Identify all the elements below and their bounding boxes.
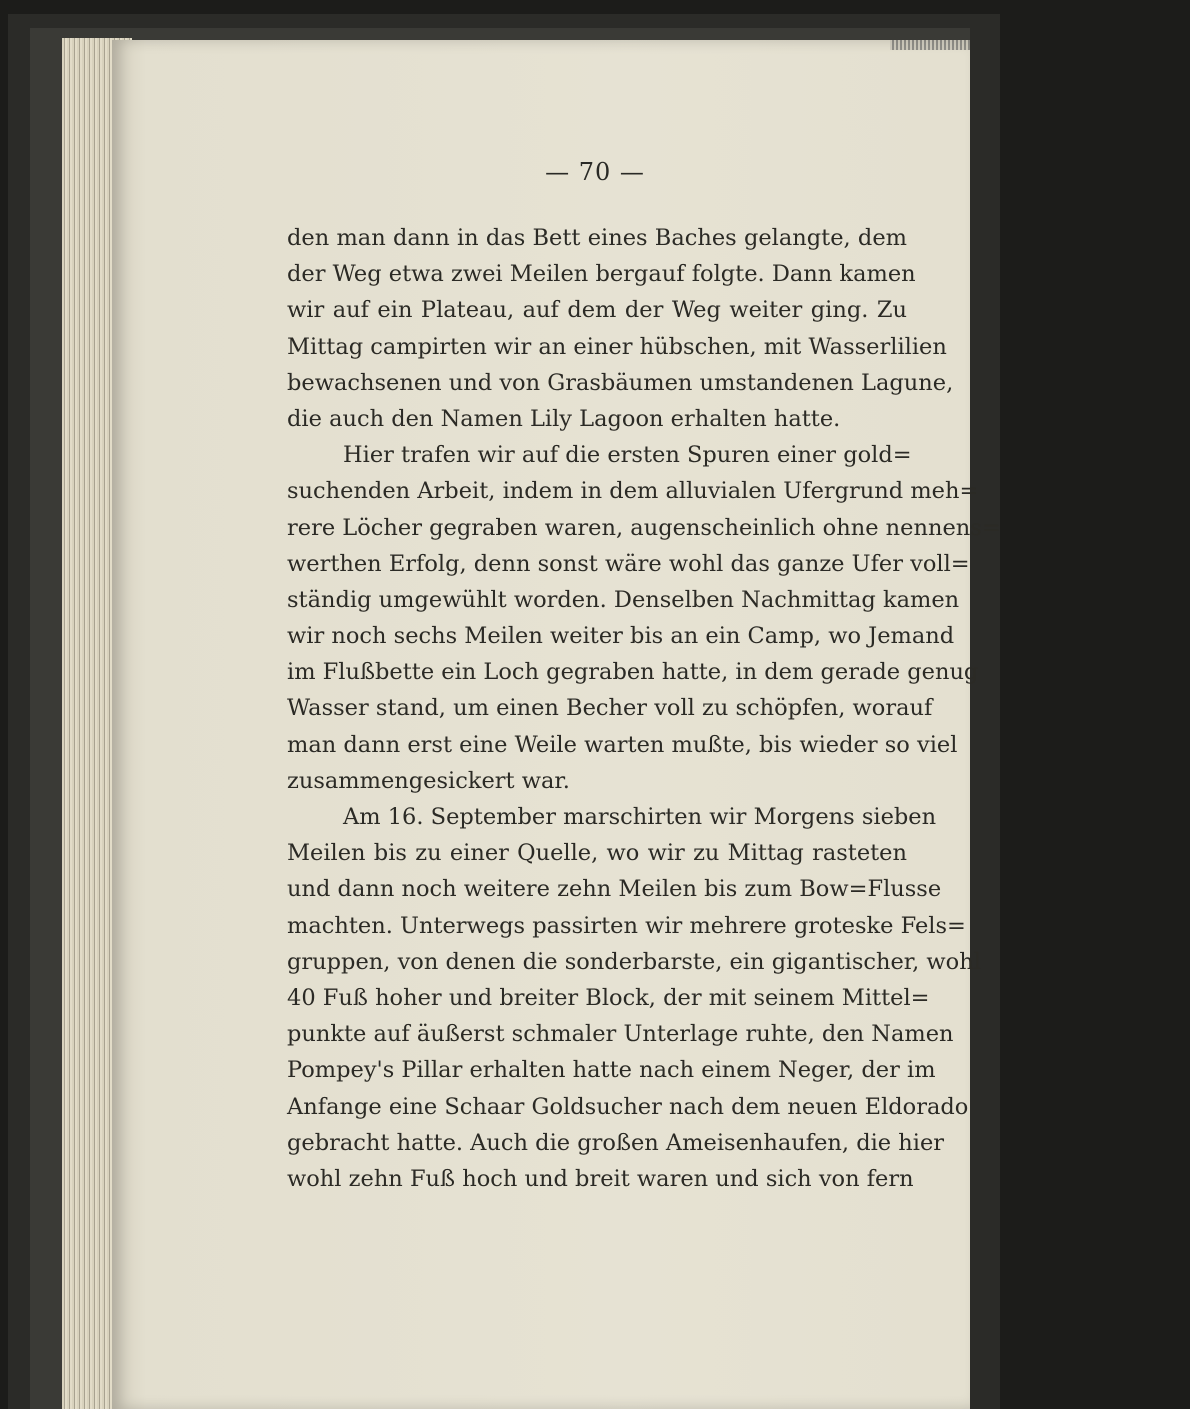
text-line: den man dann in das Bett eines Baches gelangte, dem bbox=[287, 225, 907, 251]
text-line: und dann noch weitere zehn Meilen bis zum Bow=Flusse bbox=[287, 876, 942, 903]
text-line: bewachsenen und von Grasbäumen umstandenen Lagune, bbox=[287, 369, 954, 396]
text-line: rere Löcher gegraben waren, augenscheinlich ohne nennens= bbox=[287, 514, 1001, 541]
text-line: 40 Fuß hoher und breiter Block, der mit seinem Mittel= bbox=[287, 984, 930, 1011]
text-line: gebracht hatte. Auch die großen Ameisenhaufen, die hier bbox=[287, 1129, 945, 1156]
text-line: werthen Erfolg, denn sonst wäre wohl das ganze Ufer voll= bbox=[287, 550, 970, 577]
text-line: Anfange eine Schaar Goldsucher nach dem neuen Eldorado bbox=[287, 1093, 969, 1120]
text-line: punkte auf äußerst schmaler Unterlage ruhte, den Namen bbox=[287, 1021, 954, 1048]
text-line: ständig umgewühlt worden. Denselben Nachmittag kamen bbox=[287, 586, 960, 613]
body-text bbox=[287, 220, 1001, 1197]
text-line: wir noch sechs Meilen weiter bis an ein Camp, wo Jemand bbox=[287, 623, 955, 650]
text-line: wir auf ein Plateau, auf dem der Weg weiter ging. Zu bbox=[287, 297, 907, 324]
text-line: die auch den Namen Lily Lagoon erhalten hatte. bbox=[287, 405, 841, 432]
text-line: zusammengesickert war. bbox=[287, 767, 570, 794]
text-line: Pompey's Pillar erhalten hatte nach einem Neger, der im bbox=[287, 1057, 936, 1084]
text-line: der Weg etwa zwei Meilen bergauf folgte. Dann kamen bbox=[287, 261, 916, 288]
page-number: — 70 — bbox=[545, 158, 645, 186]
text-line: man dann erst eine Weile warten mußte, bis wieder so viel bbox=[287, 731, 958, 758]
text-line: machten. Unterwegs passirten wir mehrere groteske Fels= bbox=[287, 912, 966, 939]
text-line: wohl zehn Fuß hoch und breit waren und sich von fern bbox=[287, 1165, 914, 1192]
text-line: Meilen bis zu einer Quelle, wo wir zu Mittag rasteten bbox=[287, 840, 907, 867]
text-line: Mittag campirten wir an einer hübschen, mit Wasserlilien bbox=[287, 333, 947, 360]
page-top-edge-noise bbox=[890, 40, 970, 50]
text-line: Am 16. September marschirten wir Morgens sieben bbox=[343, 804, 937, 830]
text-line: im Flußbette ein Loch gegraben hatte, in dem gerade genug bbox=[287, 659, 979, 686]
text-line: gruppen, von denen die sonderbarste, ein gigantischer, wohl bbox=[287, 948, 981, 975]
text-line: suchenden Arbeit, indem in dem alluvialen Ufergrund meh= bbox=[287, 478, 979, 505]
text-line: Hier trafen wir auf die ersten Spuren einer gold= bbox=[343, 442, 912, 469]
text-line: Wasser stand, um einen Becher voll zu schöpfen, worauf bbox=[287, 695, 933, 722]
